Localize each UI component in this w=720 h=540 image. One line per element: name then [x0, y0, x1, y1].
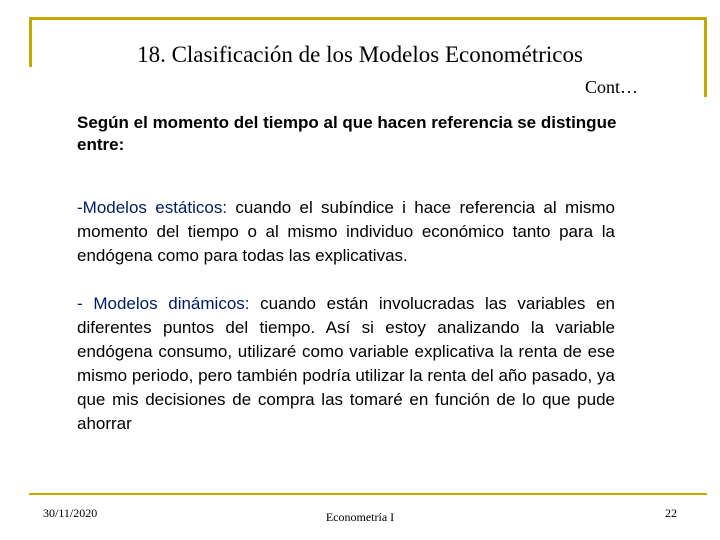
- paragraph-static-models: [77, 196, 615, 268]
- slide-subtitle: Cont…: [584, 77, 638, 97]
- term-dynamic-models: - Modelos dinámicos:: [77, 294, 250, 313]
- paragraph-dynamic-models: [77, 292, 615, 436]
- footer-course: Econometría I: [325, 510, 395, 524]
- slide-title: 18. Clasificación de los Modelos Econométricos: [137, 42, 583, 67]
- paragraph-dynamic-text: cuando están involucradas las variables en diferentes puntos del tiempo. Así si estoy analizando la variable endógena consumo, utilizaré como variable explicativa la renta de ese mismo periodo, pero también podría utilizar la renta del año pasado, ya que mis decisiones de compra las tomaré en función de lo que pude ahorrar: [77, 294, 615, 433]
- footer-divider: [29, 493, 707, 495]
- footer-date: 30/11/2020: [43, 506, 98, 520]
- term-static-models: -Modelos estáticos:: [77, 198, 228, 217]
- paragraph-static-text: cuando el subíndice i hace referencia al mismo momento del tiempo o al mismo individuo económico tanto para la endógena como para todas las explicativas.: [77, 198, 615, 265]
- footer-page-number: 22: [665, 506, 677, 520]
- intro-text: Según el momento del tiempo al que hacen referencia se distingue entre:: [77, 113, 617, 154]
- frame-top-border: [29, 17, 707, 20]
